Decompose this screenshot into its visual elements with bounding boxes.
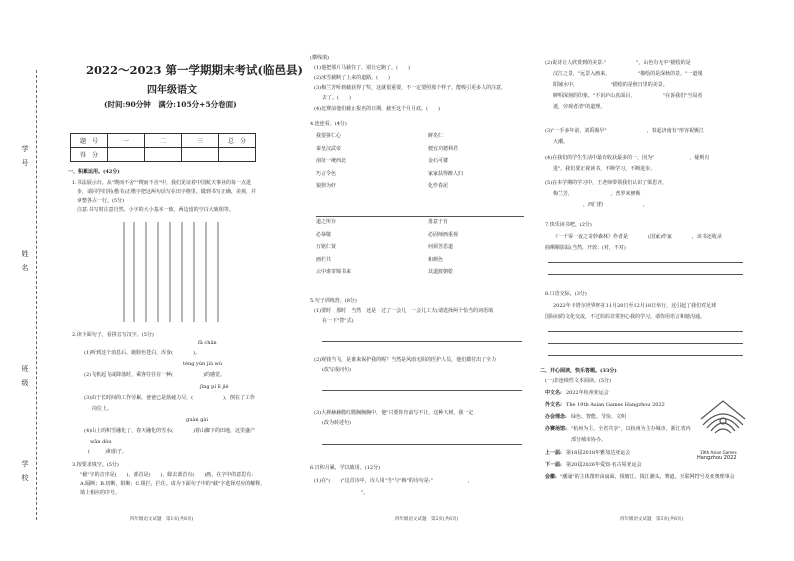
q6-a2: "。 (326, 490, 369, 496)
exam-title: 2022～2023 第一学期期末考试(临邑县) (86, 63, 303, 77)
q8-title: 8.口语交际。(3分) (545, 291, 587, 297)
q2-c: (3)由于长时间的工作劳累，爸爸已是筋疲力尽，( )，倒在了工作 (84, 395, 255, 401)
asian-games-emblem (695, 395, 751, 447)
q6-b4: 鲜明深刻的印象，"不识庐山真面目， "在诉我们"当局者 (553, 93, 703, 99)
value-emblem: "潮涌"的主体图形由扇面、钱塘江、钱江潮头、赛道、互联网符号及亚奥理事会 (560, 474, 735, 480)
score-table (70, 133, 256, 162)
q2-c2: 岗位上。 (92, 406, 113, 412)
answer-line[interactable] (548, 262, 743, 263)
answer-line[interactable] (322, 390, 522, 391)
match-left-item: 画栏共 (316, 256, 332, 263)
answer-line[interactable] (548, 343, 743, 344)
answer-line[interactable] (322, 341, 522, 342)
q3-b: A.隔断；B.切断，阻断；C.阻拦，拦住。请为下面句子中的"截"字选择对应的解释， (80, 481, 266, 487)
label-next: 下一届: (545, 462, 562, 468)
match-left-item: 道之所存 (316, 219, 337, 225)
label-concept: 办会理念: (545, 414, 567, 420)
label-cn-name: 中文名: (545, 390, 562, 396)
match-left-item (316, 196, 321, 203)
match-left-item: 南征一统西北 (316, 158, 347, 164)
label-prev: 上一届: (545, 450, 562, 456)
answer-line[interactable] (548, 331, 743, 332)
q7-a: 《一千零一夜之奇妙森林》作者是 (国家)作家 ，该书还收录 (553, 234, 722, 240)
footer-page-2: 四年级语文试题 第2页(共6页) (395, 517, 459, 522)
q5-c2: (改为转述句) (322, 420, 351, 426)
q1-line-b: 步，请同学们用(楷书)正楷字把这两句话写在田字格里，做到书写正确、美观，并 (77, 189, 256, 195)
match-left-item: 巧言令色 (316, 170, 337, 177)
q1-line-c: 章整各占一行。(5分) (77, 198, 125, 204)
binding-label-name: 姓 名 (21, 250, 29, 271)
pinyin-1: fā chǎn (198, 340, 217, 346)
score-cell-1[interactable] (108, 148, 145, 162)
emblem-caption-2: Hangzhou 2022 (697, 455, 737, 461)
q3-d: (1)他把那片马截住了，别让它跑了。( ) (314, 65, 410, 71)
binding-label-id: 学 号 (21, 145, 29, 166)
exam-info: (时间:90分钟 满分:105分+5分卷面) (104, 100, 237, 109)
value-prev: 第18届2018年雅加达亚运会 (566, 450, 631, 456)
value-cn-name: 2022年杭州亚运会 (566, 390, 609, 396)
q3-a: "截"字的音序是( )，部首是( )，除去部首有( )画，在字中的意思有: (80, 472, 253, 478)
match-right-item: 必固师画重视 (428, 231, 459, 238)
q5-a: (1)要时 那时 当然 还是 过了一会儿 一会儿工夫(请选择两个恰当的词语填 (314, 308, 494, 314)
col2-top-note: (横线填) (310, 55, 329, 61)
match-right-item (428, 196, 433, 203)
label-venue: 办赛场馆: (545, 426, 567, 432)
q5-b2: (改写成问句) (322, 367, 351, 373)
q2-title: 2.读下面句子，看拼音写汉字。(5分) (72, 332, 154, 338)
q5-c: (3)大禅赫赫脆红脆胸胸胸中，他"只要你肯前写不让，这种大树，我一定 (314, 410, 474, 416)
q6-d2: 进"，我们要正视读书，不断学习，不断进步。 (553, 166, 656, 172)
match-right-item: 便宜功德利君 (428, 145, 459, 152)
match-right-item: 和颜色 (428, 256, 444, 263)
writing-grid[interactable] (120, 222, 230, 322)
pinyin-3: jīng pí lì jié (200, 384, 229, 390)
q7-title: 7.快乐读书吧。(2分) (545, 222, 592, 228)
q2-b: (2)飞机起飞或降落时，乘客往往有一种( )的感觉。 (84, 372, 225, 378)
score-cell-3[interactable] (182, 148, 219, 162)
match-right-item: 鲜矣仁 (428, 133, 444, 139)
q5-b: (2)观钱当飞，是谁来保护我的呢？当然是风雨无阻的医护人员，他们都付出了全力 (314, 357, 497, 363)
q2-a: (1)听到这个消息后，她脸色苍白，浑身( )。 (84, 350, 200, 356)
q6-e3: ，西门豹 ， (553, 202, 649, 208)
match-left-item: 秦皇汉武帝 (316, 145, 342, 152)
match-left-item: 我要拼仁心 (316, 133, 342, 139)
q6-e: (5)在本学期的学习中，王老师带领我们认识了梁思齐， (545, 180, 668, 186)
q6-d: (4)在我们的学生生活中最有收获最多的一，因为" ，疑则有 (545, 155, 710, 161)
label-en-name: 外文名: (545, 402, 562, 408)
q1-line-d: 注意:书写时注意自然、小字的大小基本一致，两边留的空白大致相等。 (77, 207, 234, 213)
section-1-title: 一、积累运用。(42分) (68, 169, 120, 175)
match-left-item: 必恭敬 (316, 231, 332, 238)
pinyin-5: wān dòu (90, 439, 112, 445)
q6-c2: 大潮。 (553, 139, 569, 145)
q2-e: ( )和茄子。 (88, 449, 127, 455)
q3-e: (2)冰雪截断了上来的道路。( ) (314, 75, 390, 81)
value-venue: "杭州为主、全省共享"，以杭州为主办城市，浙江省内 (571, 426, 691, 432)
match-right-item: 金石可镂 (428, 158, 449, 164)
value-venue-2: 部分城市协办。 (571, 437, 607, 443)
score-cell-2[interactable] (145, 148, 182, 162)
score-head-1: 一 (108, 134, 145, 148)
q6-b: (2)说诗让人欣赏到的美景:" "，山色有无中"描绘的是 (545, 60, 691, 66)
binding-label-class: 班 级 (21, 365, 29, 386)
answer-line[interactable] (548, 355, 743, 356)
q1-line-a: 1.书法展示台。从"锲而不舍""锲而不舍"中，我们见证着中国航天事业的每一点进 (72, 180, 251, 186)
match-divider (316, 216, 524, 217)
q3-h: (4)比赛前他们截止报名的日期，截至这个月月底。( ) (314, 106, 440, 112)
q4-title: 4.连连看。(4分) (310, 121, 347, 127)
score-head-2: 二 (145, 134, 182, 148)
match-left-item: 狼狈为奸 (316, 183, 337, 189)
value-en-name: The 19th Asian Games Hangzhou 2022 (566, 402, 665, 408)
score-head-0: 题 号 (71, 134, 108, 148)
q8-a: 2022年卡塔尔世界杯在11月20日至12月18日举行，这引起了我们对足球 (553, 303, 717, 309)
value-next: 第20届2026年爱知·名古屋亚运会 (566, 462, 642, 468)
match-right-item: 其道渡朝乾 (428, 269, 454, 275)
q8-b: 国际间的文化交流，不过妈妈非常担心我的学习。请你用语言和她沟通。 (545, 314, 706, 320)
score-row-label: 得 分 (71, 148, 108, 162)
q6-c: (3)"一手多年前，刘禹锡早" ，春起济南有"形容祝姚江 (545, 128, 704, 134)
match-right-item: 何须苦思道 (428, 244, 454, 250)
answer-line[interactable] (322, 444, 522, 445)
q5-a2: 在一下"替"式) (322, 318, 354, 324)
q3-title: 3.按要求填空。(5分) (72, 462, 119, 468)
q7-b: 曲晒顺影踪(当然，开放：(对，不对) (545, 245, 626, 251)
q3-g: 去了。( ) (322, 95, 351, 101)
match-right-item: 化作春泥 (428, 183, 449, 189)
reading-1-title: (一)非连续性文本阅读。(5分) (545, 378, 611, 384)
score-head-4: 总 分 (219, 134, 256, 148)
footer-page-1: 四年级语文试题 第1页(共6页) (130, 517, 194, 522)
q6-b3: 阳铺水中， "描绘的是秋日里的美景。 (553, 82, 668, 88)
binding-label-school: 学 校 (21, 460, 29, 481)
q6-e2: 梅兰芳， ，普罗米修斯 (553, 191, 641, 197)
pinyin-2: téng yún jià wù (183, 361, 223, 367)
match-right-item: 毋意于有 (428, 219, 449, 225)
q6-b5: 迷，旁观者清"的道理。 (553, 104, 606, 110)
emblem-caption-1: 19th Asian Games (700, 450, 737, 455)
match-left-item: 云中谁寄锦书来 (316, 269, 352, 275)
q6-b2: 汉江之景，"远景入画来， "描绘的是深秋的景，"一道残 (553, 71, 703, 77)
q6-title: 6.日积月累，学以致用。(12分) (310, 465, 381, 471)
footer-page-3: 四年级语文试题 第3页(共6页) (620, 517, 684, 522)
q3-c: 填上相应的序号。 (80, 490, 121, 496)
q5-title: 5.句子训练营。(8分) (310, 298, 357, 304)
score-head-3: 三 (182, 134, 219, 148)
value-concept: 绿色、智能、节俭、文明 (571, 414, 627, 420)
binding-line (36, 70, 37, 520)
q2-d: (4)山上的积雪融化了，春天融化的雪水( )着山脚下的田地，这里盛产 (84, 428, 255, 434)
answer-line[interactable] (548, 274, 743, 275)
score-cell-4[interactable] (219, 148, 256, 162)
section-2-title: 二、开心阅读，快乐答题。(33分) (540, 368, 617, 374)
exam-subtitle: 四年级语文 (147, 85, 197, 96)
q3-f: (3)梅兰芳听到截获得了奖，这就很重要，不一定要照那个样子，能吸引更多人的注意， (314, 85, 507, 91)
q6-a: (1)在"( )"这首诗中，诗人用"当"与"梅"的诗句是:" ， (314, 478, 473, 484)
match-left-item: 万铭仁贤 (316, 244, 337, 250)
pinyin-4: guàn gài (186, 417, 208, 423)
match-right-item: 家家扶得醉人归 (428, 170, 464, 177)
label-emblem: 会徽: (545, 474, 557, 480)
